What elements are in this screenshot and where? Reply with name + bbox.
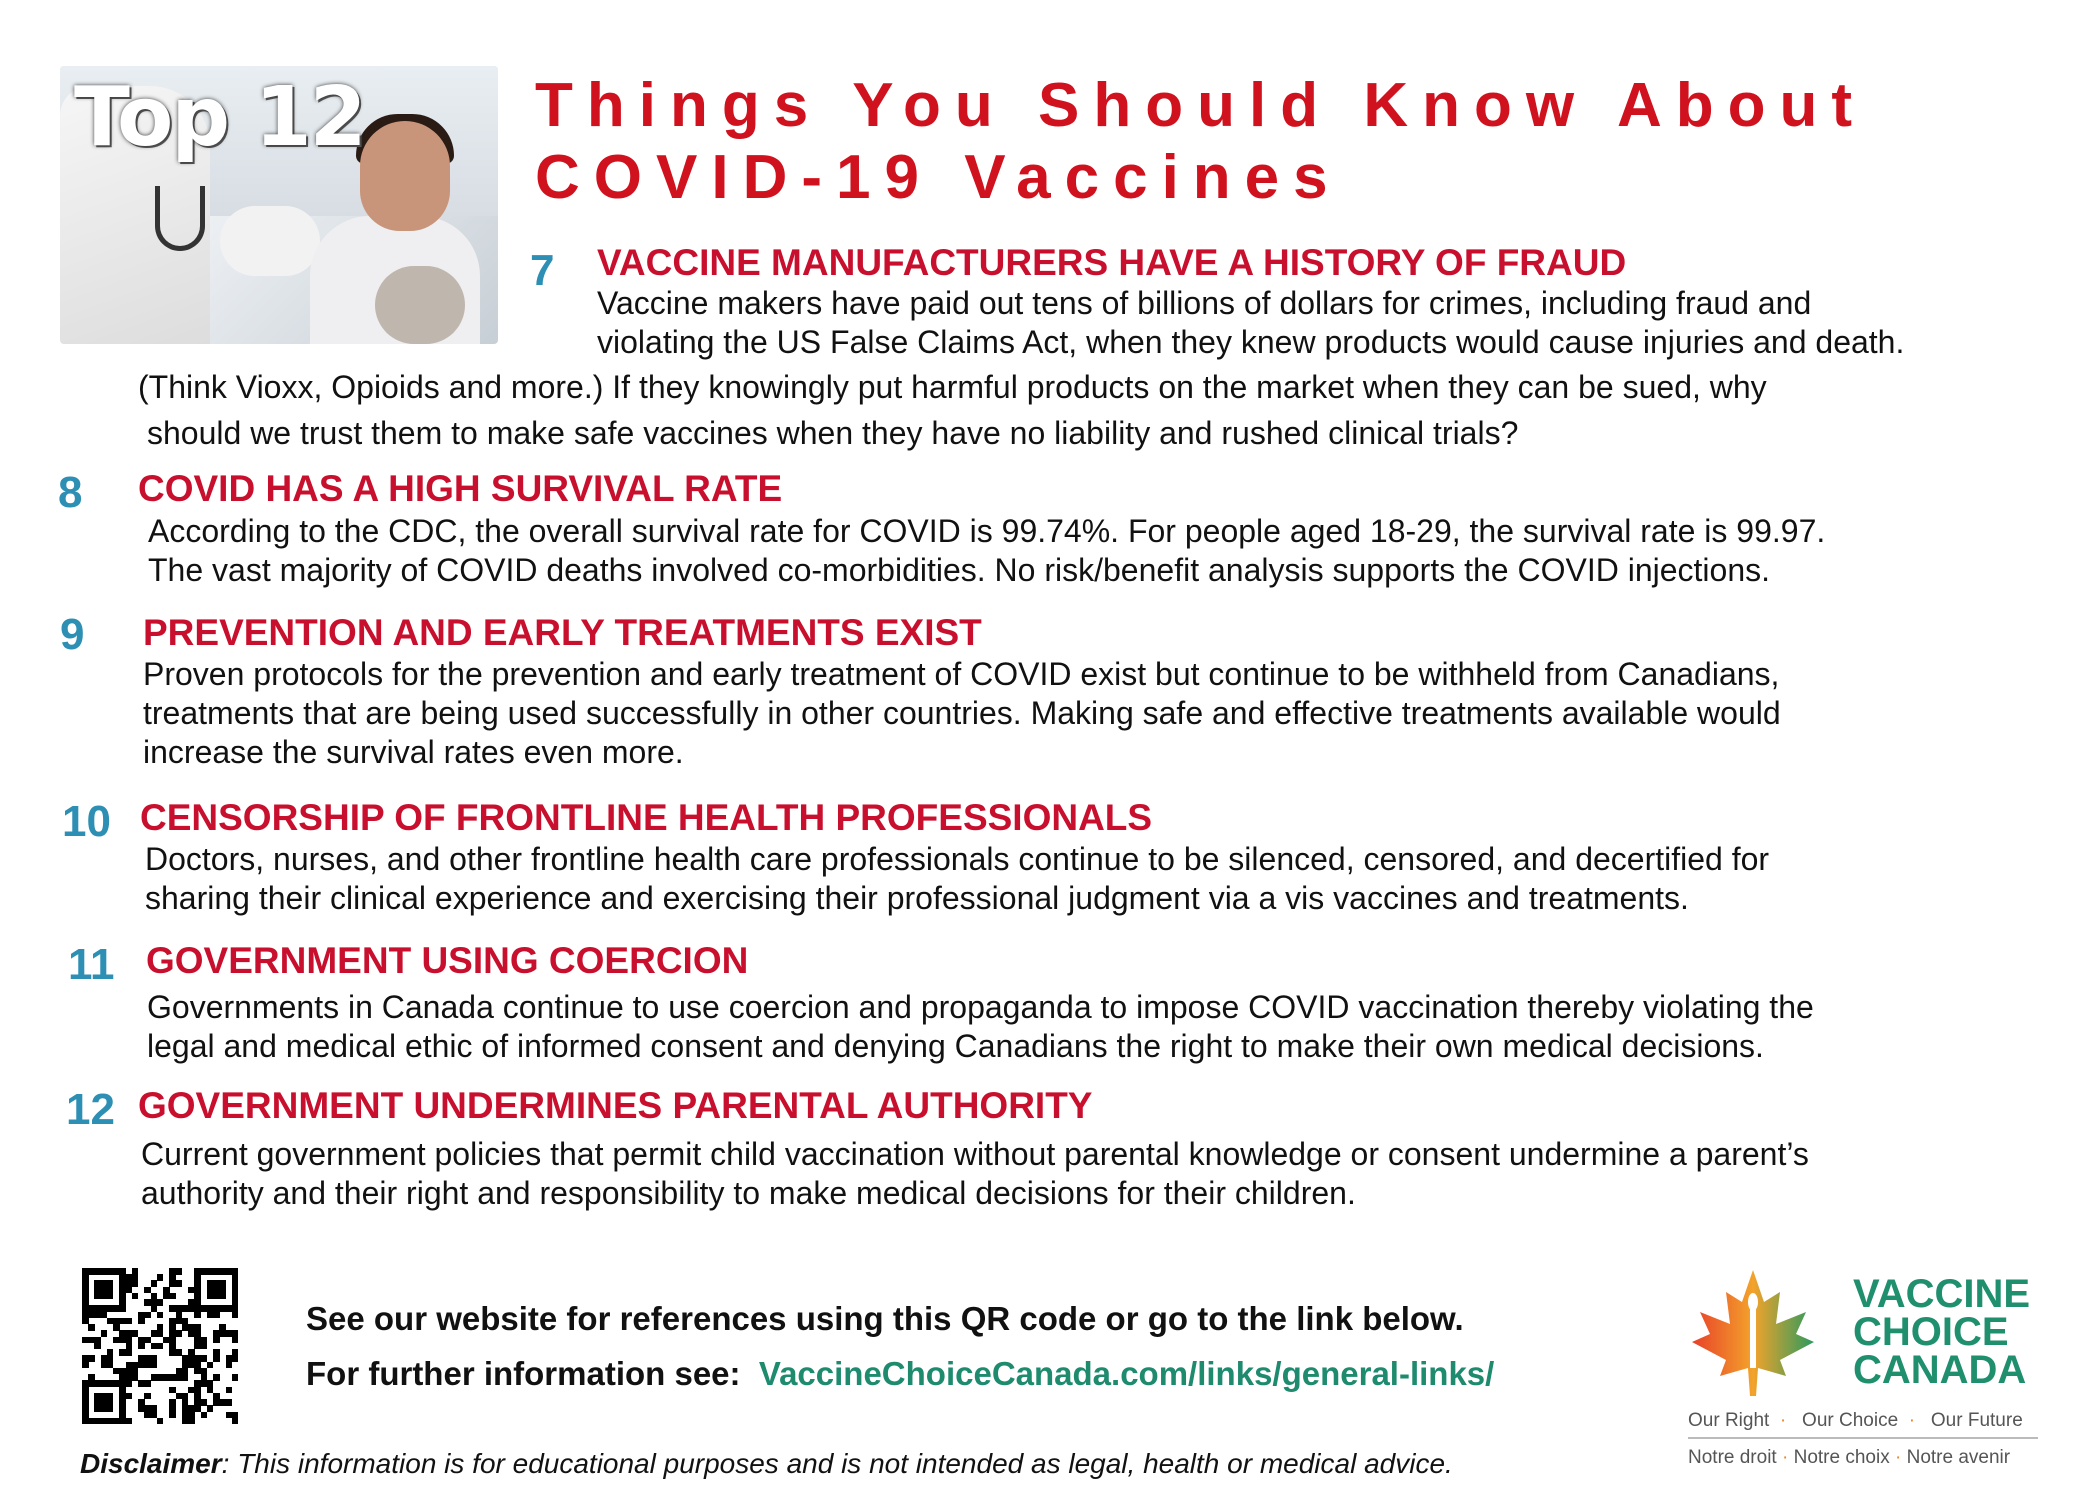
qr-module: [101, 1330, 108, 1337]
qr-module: [182, 1374, 189, 1381]
item-12-text-2: authority and their right and responsibility to make medical decisions for their children.: [141, 1175, 1356, 1211]
item-10-text-1: Doctors, nurses, and other frontline health care professionals continue to be silenced, censored, and decertified for: [145, 841, 1770, 877]
brand-name-line-1: VACCINE: [1853, 1272, 2031, 1316]
qr-module: [94, 1343, 101, 1350]
qr-module: [157, 1343, 164, 1350]
qr-module: [207, 1405, 214, 1412]
item-11-text-2: legal and medical ethic of informed consent and denying Canadians the right to make their own medical decisions.: [147, 1028, 1764, 1064]
tagline-en: Our Right · Our Choice · Our Future: [1688, 1410, 2023, 1431]
disclaimer: [80, 1448, 1453, 1480]
qr-module: [88, 1324, 95, 1331]
qr-module: [157, 1418, 164, 1425]
disclaimer-label: Disclaimer: [80, 1448, 222, 1479]
item-8-text-2: The vast majority of COVID deaths involved co-morbidities. No risk/benefit analysis supports the COVID injections.: [148, 552, 1770, 588]
qr-module: [126, 1380, 133, 1387]
item-12-text-1: Current government policies that permit child vaccination without parental knowledge or consent undermine a parent’s: [141, 1136, 1809, 1172]
tagline-fr: Notre droit · Notre choix · Notre avenir: [1688, 1447, 2011, 1468]
tagline-en-1: Our Right: [1688, 1410, 1770, 1431]
qr-module: [169, 1293, 176, 1300]
qr-module: [138, 1343, 145, 1350]
qr-module: [207, 1362, 214, 1369]
item-12-number: 12: [66, 1085, 115, 1134]
tagline-en-2: Our Choice: [1802, 1410, 1899, 1431]
qr-module: [144, 1393, 151, 1400]
qr-module: [157, 1312, 164, 1319]
qr-module: [194, 1312, 201, 1319]
page-title: [535, 70, 1866, 214]
qr-module: [176, 1280, 183, 1287]
qr-module: [226, 1399, 233, 1406]
item-9-text-2: treatments that are being used successfully in other countries. Making safe and effective treatments available would: [143, 695, 1781, 731]
qr-module: [213, 1312, 220, 1319]
qr-module: [201, 1412, 208, 1419]
qr-module: [157, 1299, 164, 1306]
tagline-fr-2: Notre choix: [1793, 1447, 1890, 1468]
item-9-number: 9: [60, 610, 85, 659]
footer-references-text: See our website for references using this QR code or go to the link below.: [306, 1300, 1464, 1337]
item-8-number: 8: [58, 468, 83, 517]
item-7-heading: VACCINE MANUFACTURERS HAVE A HISTORY OF FRAUD: [597, 242, 1627, 283]
item-11-text-1: Governments in Canada continue to use coercion and propaganda to impose COVID vaccination thereby violating the: [147, 989, 1814, 1025]
qr-module: [232, 1337, 239, 1344]
qr-module: [107, 1293, 114, 1300]
qr-module: [82, 1362, 89, 1369]
item-10-heading: CENSORSHIP OF FRONTLINE HEALTH PROFESSIONALS: [140, 797, 1153, 838]
qr-module: [169, 1412, 176, 1419]
qr-module: [213, 1374, 220, 1381]
item-7-text-1: Vaccine makers have paid out tens of billions of dollars for crimes, including fraud and: [597, 285, 1812, 321]
qr-module: [144, 1380, 151, 1387]
item-8-text-1: According to the CDC, the overall survival rate for COVID is 99.74%. For people aged 18-29, the survival rate is 99.97.: [148, 513, 1826, 549]
qr-module: [232, 1312, 239, 1319]
item-9-heading: PREVENTION AND EARLY TREATMENTS EXIST: [143, 612, 982, 653]
disclaimer-text: : This information is for educational purposes and is not intended as legal, health or medical advice.: [221, 1448, 1453, 1479]
qr-module: [107, 1405, 114, 1412]
qr-module: [219, 1293, 226, 1300]
hero-photo: [60, 66, 498, 344]
qr-module: [132, 1280, 139, 1287]
tagline-divider: [1688, 1437, 2038, 1439]
item-7-text-2: violating the US False Claims Act, when they knew products would cause injuries and death.: [597, 324, 1905, 360]
general-links-link[interactable]: VaccineChoiceCanada.com/links/general-links/: [758, 1355, 1495, 1392]
qr-module: [151, 1362, 158, 1369]
item-7-text-3: (Think Vioxx, Opioids and more.) If they knowingly put harmful products on the market when they can be sued, why: [138, 369, 1767, 405]
footer-info-prefix: For further information see:: [306, 1355, 741, 1392]
qr-module: [188, 1418, 195, 1425]
qr-module: [151, 1280, 158, 1287]
tagline-fr-1: Notre droit: [1688, 1447, 1777, 1468]
qr-module: [157, 1274, 164, 1281]
qr-module: [176, 1268, 183, 1275]
qr-module: [119, 1305, 126, 1312]
qr-module: [176, 1330, 183, 1337]
title-line-1: Things You Should Know About: [535, 71, 1867, 140]
qr-module: [232, 1374, 239, 1381]
maple-leaf-logo-icon: [1688, 1268, 1818, 1398]
title-line-2: COVID-19 Vaccines: [535, 143, 1342, 212]
qr-module: [88, 1355, 95, 1362]
tagline-en-3: Our Future: [1930, 1410, 2023, 1431]
item-7-text-4: should we trust them to make safe vaccines when they have no liability and rushed clinical trials?: [147, 415, 1519, 451]
item-9-text-1: Proven protocols for the prevention and early treatment of COVID exist but continue to be withheld from Canadians,: [143, 656, 1780, 692]
item-12-heading: GOVERNMENT UNDERMINES PARENTAL AUTHORITY: [138, 1085, 1093, 1126]
brand-name-line-3: CANADA: [1853, 1348, 2027, 1392]
item-8-heading: COVID HAS A HIGH SURVIVAL RATE: [138, 468, 783, 509]
qr-module: [126, 1318, 133, 1325]
qr-module: [126, 1418, 133, 1425]
qr-module: [232, 1355, 239, 1362]
item-9-text-3: increase the survival rates even more.: [143, 734, 684, 770]
tagline-fr-3: Notre avenir: [1906, 1447, 2011, 1468]
qr-module: [226, 1362, 233, 1369]
item-11-heading: GOVERNMENT USING COERCION: [146, 940, 749, 981]
item-11-number: 11: [68, 940, 115, 989]
qr-module: [213, 1337, 220, 1344]
qr-module: [201, 1343, 208, 1350]
qr-module: [213, 1355, 220, 1362]
qr-module: [126, 1349, 133, 1356]
qr-module: [138, 1318, 145, 1325]
qr-module: [144, 1312, 151, 1319]
qr-module: [126, 1393, 133, 1400]
brand-name-line-2: CHOICE: [1853, 1310, 2009, 1354]
qr-module: [132, 1293, 139, 1300]
brand-name: [1853, 1272, 2031, 1392]
top12-badge: Top 12: [74, 70, 365, 165]
qr-module: [232, 1418, 239, 1425]
qr-code[interactable]: [82, 1268, 238, 1424]
item-10-text-2: sharing their clinical experience and exercising their professional judgment via a vis vaccines and treatments.: [145, 880, 1689, 916]
qr-module: [226, 1387, 233, 1394]
item-7-number: 7: [530, 246, 555, 295]
item-10-number: 10: [62, 797, 111, 846]
footer-info-line: [306, 1355, 1494, 1393]
